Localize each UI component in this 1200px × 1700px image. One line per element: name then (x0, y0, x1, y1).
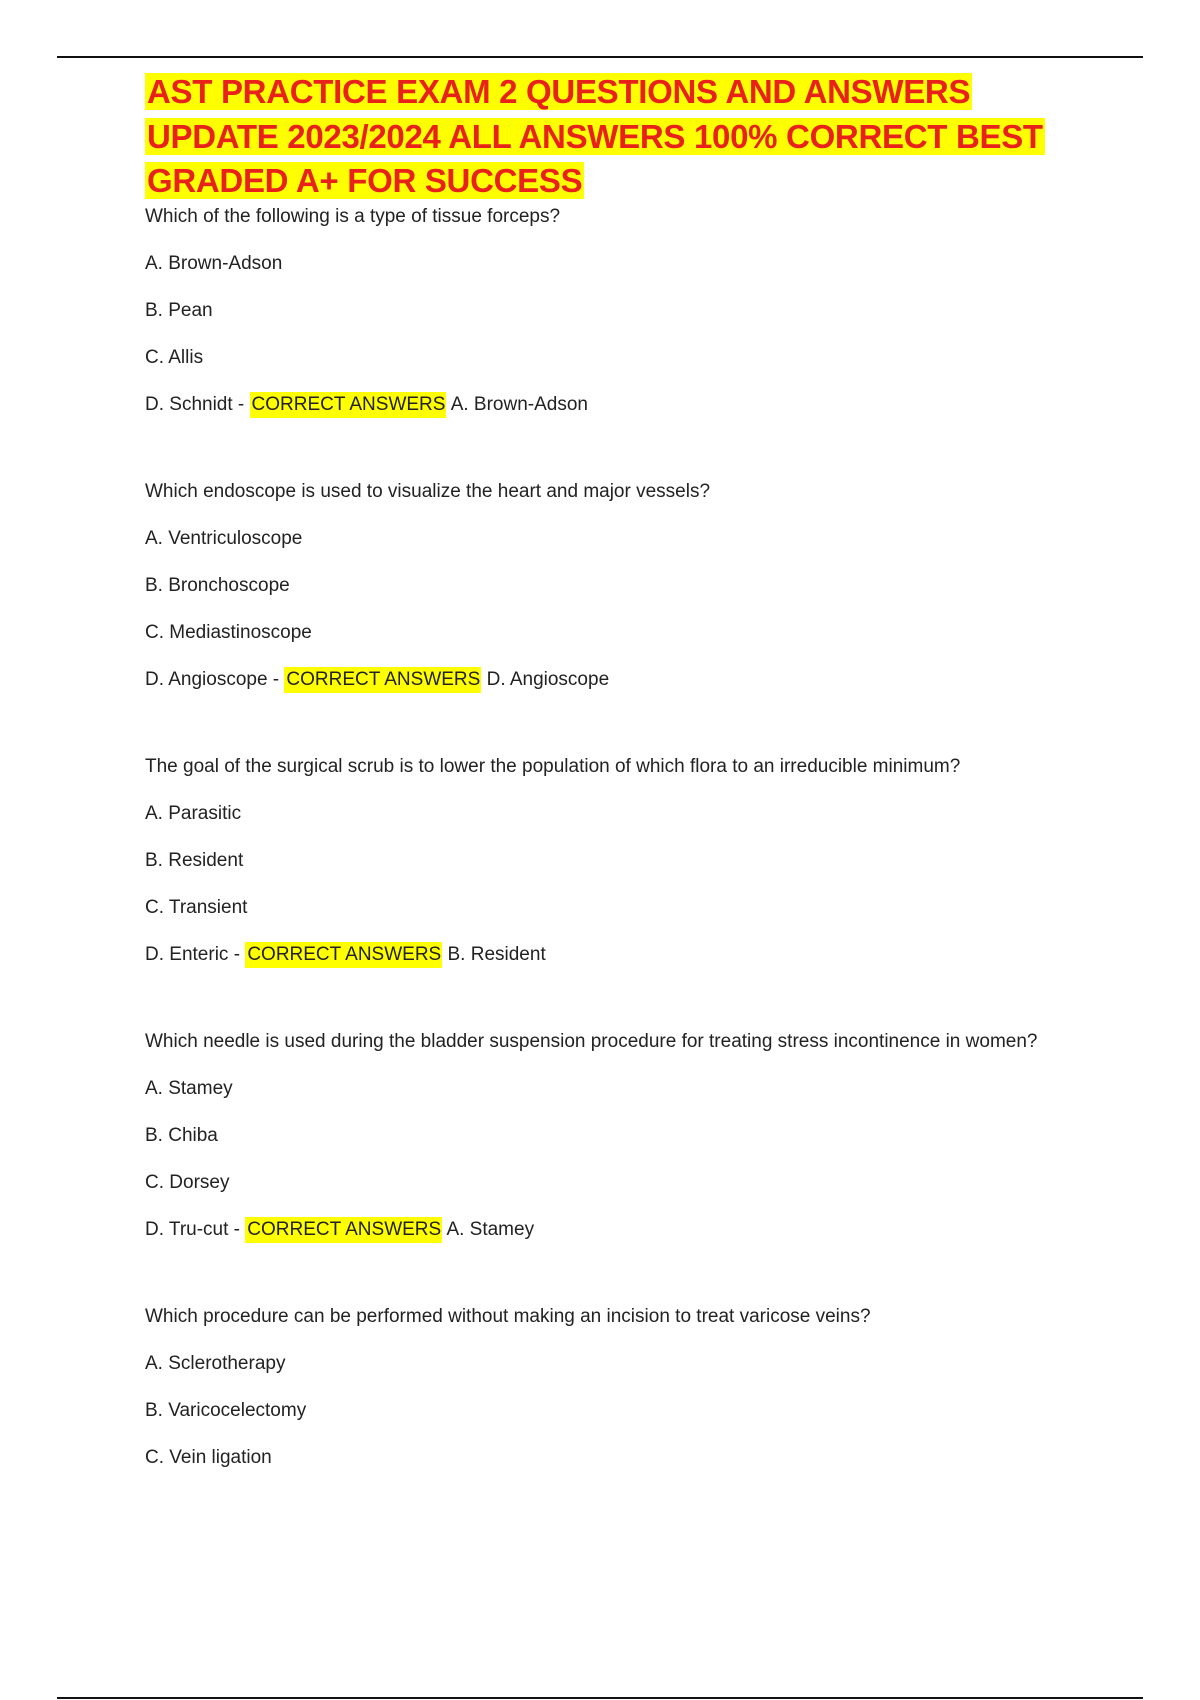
option-b: B. Pean (145, 299, 213, 321)
option-a: A. Stamey (145, 1077, 233, 1099)
question-text: Which needle is used during the bladder suspension procedure for treating stress incontinence in women? (145, 1030, 1038, 1052)
option-c: C. Transient (145, 896, 248, 918)
correct-answers-label: CORRECT ANSWERS (245, 942, 442, 968)
option-d: D. Angioscope - (145, 668, 280, 690)
question-text: Which of the following is a type of tissue forceps? (145, 205, 561, 227)
option-d-with-answer (145, 392, 1045, 418)
question-2 (145, 477, 1045, 693)
top-rule (57, 56, 1143, 58)
option-b: B. Bronchoscope (145, 574, 290, 596)
correct-answers-label: CORRECT ANSWERS (245, 1217, 442, 1243)
option-c: C. Mediastinoscope (145, 621, 312, 643)
option-b: B. Resident (145, 849, 244, 871)
title-highlight: AST PRACTICE EXAM 2 QUESTIONS AND ANSWERS UPDATE 2023/2024 ALL ANSWERS 100% CORRECT BEST GRADED A+ FOR SUCCESS (147, 73, 1043, 199)
option-b: B. Varicocelectomy (145, 1399, 307, 1421)
option-d-with-answer (145, 1217, 1045, 1243)
option-c: C. Dorsey (145, 1171, 230, 1193)
option-d: D. Tru-cut - (145, 1218, 241, 1240)
correct-answers-label: CORRECT ANSWERS (250, 392, 447, 418)
question-4 (145, 1027, 1045, 1243)
bottom-rule (57, 1697, 1143, 1699)
document-content (145, 70, 1045, 1471)
question-text: Which endoscope is used to visualize the heart and major vessels? (145, 480, 711, 502)
question-1 (145, 202, 1045, 418)
option-d-with-answer (145, 942, 1045, 968)
option-a: A. Parasitic (145, 802, 242, 824)
question-3 (145, 752, 1045, 968)
question-5 (145, 1302, 1045, 1471)
question-text: The goal of the surgical scrub is to lower the population of which flora to an irreducible minimum? (145, 755, 961, 777)
correct-answer: A. Brown-Adson (450, 393, 588, 415)
correct-answer: A. Stamey (446, 1218, 535, 1240)
correct-answers-label: CORRECT ANSWERS (284, 667, 481, 693)
option-c: C. Vein ligation (145, 1446, 272, 1468)
option-a: A. Brown-Adson (145, 252, 283, 274)
option-b: B. Chiba (145, 1124, 218, 1146)
option-d: D. Enteric - (145, 943, 241, 965)
option-c: C. Allis (145, 346, 204, 368)
question-text: Which procedure can be performed without making an incision to treat varicose veins? (145, 1305, 871, 1327)
option-d-with-answer (145, 667, 1045, 693)
option-d: D. Schnidt - (145, 393, 245, 415)
option-a: A. Sclerotherapy (145, 1352, 286, 1374)
correct-answer: B. Resident (447, 943, 546, 965)
document-title (145, 70, 1045, 204)
correct-answer: D. Angioscope (486, 668, 610, 690)
option-a: A. Ventriculoscope (145, 527, 303, 549)
